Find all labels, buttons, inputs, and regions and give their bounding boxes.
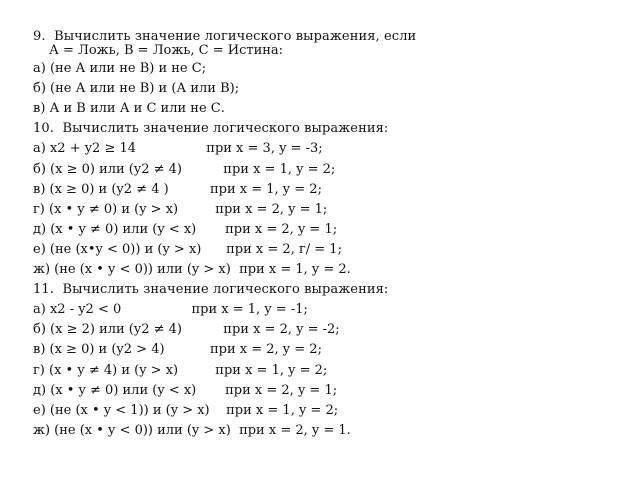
task-11-item-v: в) (x ≥ 0) и (y2 > 4) при x = 2, y = 2; xyxy=(33,342,322,358)
task-11-item-zh: ж) (не (x • y < 0)) или (y > x) при x = 2, y = 1. xyxy=(33,422,351,438)
task-11-heading: 11. Вычислить значение логического выражения: xyxy=(33,282,389,298)
task-10-item-g: г) (x • y ≠ 0) и (y > x) при x = 2, y = 1; xyxy=(33,201,328,217)
task-10-heading: 10. Вычислить значение логического выражения: xyxy=(33,121,389,137)
task-9-item-a: а) (не А или не В) и не С; xyxy=(33,61,207,77)
task-10-item-b: б) (x ≥ 0) или (y2 ≠ 4) при x = 1, y = 2; xyxy=(33,161,336,177)
task-9-heading: 9. Вычислить значение логического выражения, если xyxy=(33,29,417,44)
task-10-item-d: д) (x • y ≠ 0) или (y < x) при x = 2, y = 1; xyxy=(33,221,338,237)
exercise-text xyxy=(33,27,613,441)
task-10-item-v: в) (x ≥ 0) и (y2 ≠ 4 ) при x = 1, y = 2; xyxy=(33,181,322,197)
task-11-item-g: г) (x • y ≠ 4) и (y > x) при x = 1, y = 2; xyxy=(33,362,328,378)
task-11-item-e: е) (не (x • y < 1)) и (y > x) при x = 1, y = 2; xyxy=(33,402,339,418)
task-11-item-b: б) (x ≥ 2) или (y2 ≠ 4) при x = 2, y = -2; xyxy=(33,322,340,338)
task-10-item-e: е) (не (x•y < 0)) и (y > x) при x = 2, г/ = 1; xyxy=(33,241,342,257)
task-9-item-b: б) (не А или не В) и (А или В); xyxy=(33,81,240,97)
task-9-condition: А = Ложь, В = Ложь, С = Истина: xyxy=(49,43,284,59)
task-10-item-a: а) x2 + y2 ≥ 14 при x = 3, y = -3; xyxy=(33,141,323,157)
task-10-item-zh: ж) (не (x • y < 0)) или (y > x) при x = 1, y = 2. xyxy=(33,262,351,278)
task-11-item-d: д) (x • y ≠ 0) или (y < x) при x = 2, y = 1; xyxy=(33,382,338,398)
task-11-item-a: а) x2 - y2 < 0 при x = 1, y = -1; xyxy=(33,302,308,318)
task-9-item-v: в) А и В или А и С или не С. xyxy=(33,101,225,117)
